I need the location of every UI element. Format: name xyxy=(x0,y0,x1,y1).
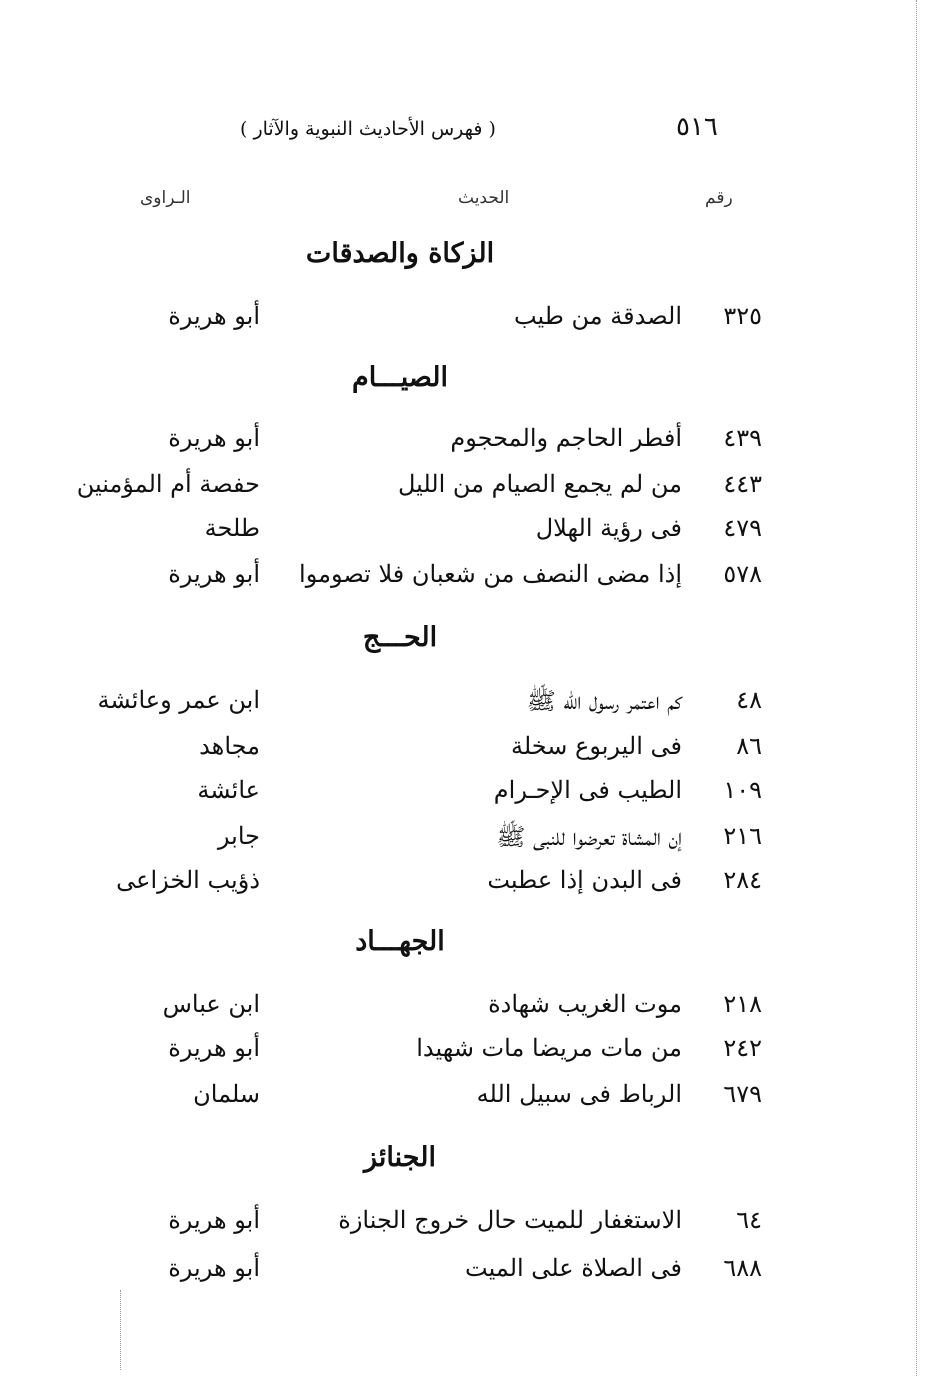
table-row xyxy=(0,302,942,342)
section-heading: الجنائز xyxy=(364,1142,436,1173)
entry-number: ٢١٨ xyxy=(723,990,762,1018)
table-row xyxy=(0,560,942,600)
entry-hadith: فى الصلاة على الميت xyxy=(465,1254,682,1282)
binding-edge-left xyxy=(120,1290,121,1370)
entry-number: ٣٢٥ xyxy=(723,302,762,330)
entry-narrator: جابر xyxy=(217,822,260,850)
entry-number: ٨٦ xyxy=(736,732,762,760)
entry-number: ٢٨٤ xyxy=(723,866,762,894)
entry-hadith: من لم يجمع الصيام من الليل xyxy=(397,470,682,498)
column-header-number: رقم xyxy=(705,188,733,208)
table-row xyxy=(0,470,942,510)
table-row xyxy=(0,514,942,554)
entry-narrator: أبو هريرة xyxy=(168,1206,260,1234)
entry-narrator: أبو هريرة xyxy=(168,302,260,330)
running-title: ( فهرس الأحاديث النبوية والآثار ) xyxy=(240,118,496,140)
table-row xyxy=(0,990,942,1030)
entry-narrator: ابن عباس xyxy=(162,990,260,1018)
entry-hadith: فى البدن إذا عطبت xyxy=(487,866,682,894)
entry-number: ٤٣٩ xyxy=(723,424,762,452)
section-heading: الحـــج xyxy=(362,622,438,653)
entry-hadith: فى اليربوع سخلة xyxy=(510,732,682,760)
page-number: ٥١٦ xyxy=(676,112,718,142)
table-row xyxy=(0,732,942,772)
entry-narrator: أبو هريرة xyxy=(168,1034,260,1062)
column-header-narrator: الـراوى xyxy=(140,188,191,208)
entry-hadith: الطيب فى الإحـرام xyxy=(493,776,682,804)
entry-hadith: كم اعتمر رسول الله ﷺ xyxy=(526,687,682,715)
entry-narrator: أبو هريرة xyxy=(168,424,260,452)
section-heading: الزكاة والصدقات xyxy=(305,238,495,269)
entry-number: ٤٤٣ xyxy=(723,470,762,498)
entry-narrator: مجاهد xyxy=(199,732,260,760)
entry-narrator: ذؤيب الخزاعى xyxy=(116,866,260,894)
table-row xyxy=(0,1034,942,1074)
entry-number: ٦٧٩ xyxy=(723,1080,762,1108)
entry-narrator: أبو هريرة xyxy=(168,1254,260,1282)
entry-hadith: من مات مريضا مات شهيدا xyxy=(416,1034,682,1062)
entry-number: ٤٨ xyxy=(736,686,762,714)
entry-narrator: سلمان xyxy=(193,1080,260,1108)
entry-narrator: ابن عمر وعائشة xyxy=(97,686,260,714)
entry-number: ١٠٩ xyxy=(723,776,762,804)
entry-number: ٦٤ xyxy=(736,1206,762,1234)
entry-hadith: إن المشاة تعرضوا للنبى ﷺ xyxy=(496,823,682,851)
entry-number: ٢٤٢ xyxy=(723,1034,762,1062)
table-row xyxy=(0,1254,942,1294)
entry-hadith: فى رؤية الهلال xyxy=(535,514,682,542)
section-heading: الصيـــام xyxy=(352,362,448,393)
table-row xyxy=(0,1080,942,1120)
table-row xyxy=(0,776,942,816)
section-heading: الجهـــاد xyxy=(355,926,445,957)
table-row xyxy=(0,686,942,726)
table-row xyxy=(0,1206,942,1246)
entry-hadith: أفطر الحاجم والمحجوم xyxy=(450,424,682,452)
entry-hadith: إذا مضى النصف من شعبان فلا تصوموا xyxy=(299,560,682,588)
table-row xyxy=(0,822,942,862)
table-row xyxy=(0,424,942,464)
table-row xyxy=(0,866,942,906)
entry-number: ٥٧٨ xyxy=(723,560,762,588)
entry-hadith: الرباط فى سبيل الله xyxy=(476,1080,682,1108)
entry-narrator: حفصة أم المؤمنين xyxy=(76,470,260,498)
entry-number: ٤٧٩ xyxy=(723,514,762,542)
column-header-hadith: الحديث xyxy=(458,188,510,208)
entry-number: ٦٨٨ xyxy=(723,1254,762,1282)
entry-number: ٢١٦ xyxy=(723,822,762,850)
entry-hadith: موت الغريب شهادة xyxy=(488,990,682,1018)
entry-narrator: طلحة xyxy=(204,514,260,542)
entry-narrator: أبو هريرة xyxy=(168,560,260,588)
entry-hadith: الصدقة من طيب xyxy=(513,302,682,330)
entry-hadith: الاستغفار للميت حال خروج الجنازة xyxy=(338,1206,682,1234)
entry-narrator: عائشة xyxy=(197,776,260,804)
